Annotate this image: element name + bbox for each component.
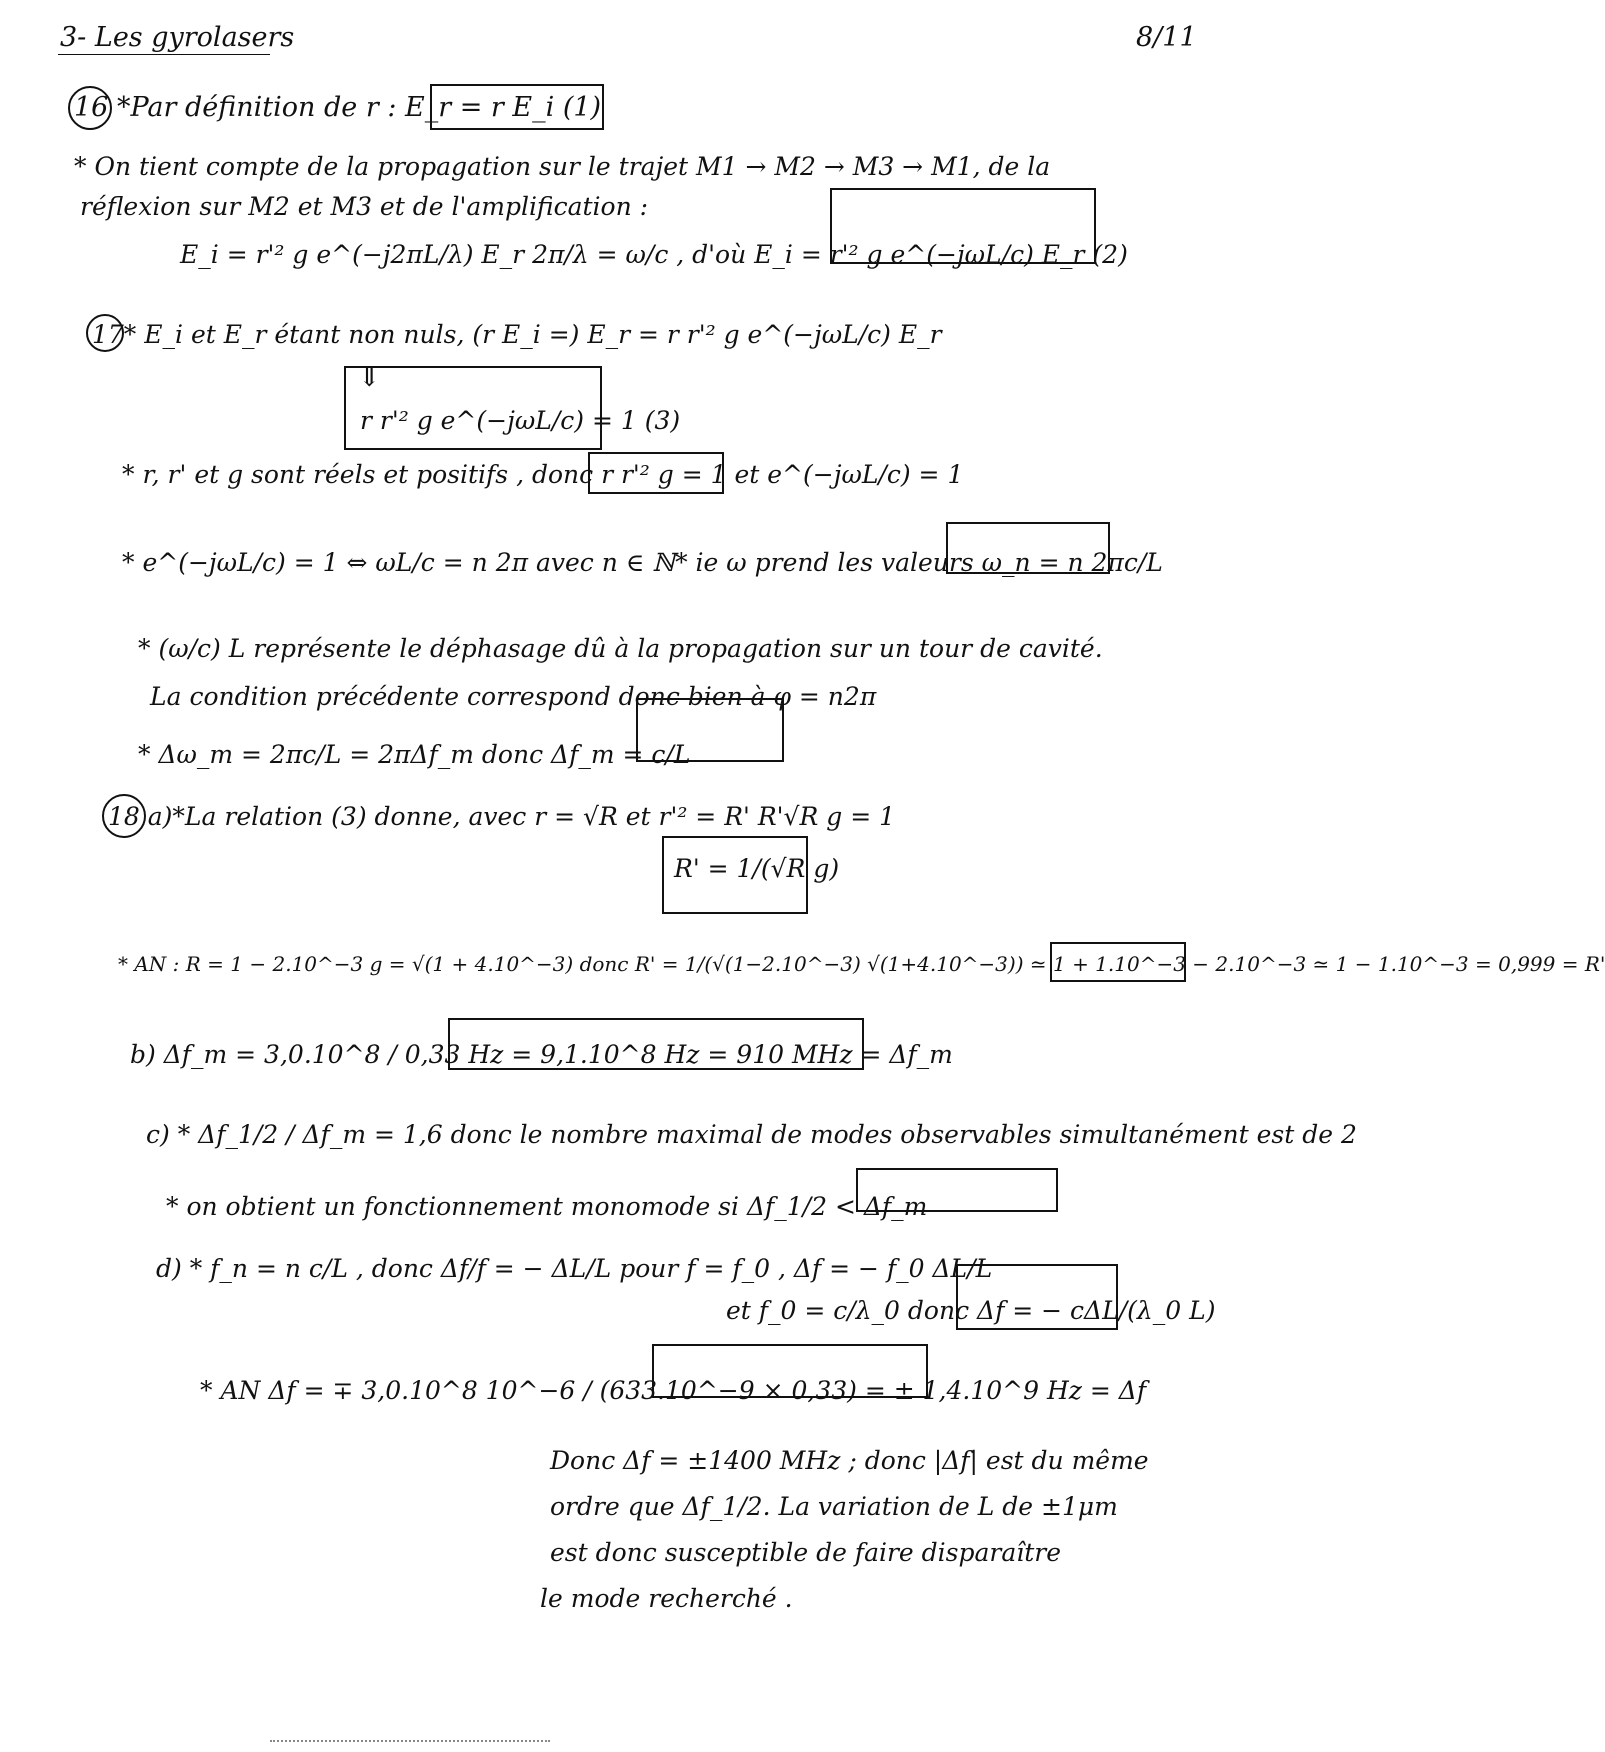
r-prime-formula: R' = 1/(√R g) <box>674 854 840 883</box>
q17-condition-line: La condition précédente correspond donc bien à φ = n2π <box>150 682 877 711</box>
equation-1-box <box>430 84 604 130</box>
conclusion-line-2: ordre que Δf_1/2. La variation de L de ±1μm <box>550 1492 1118 1521</box>
q16-reflection-line: réflexion sur M2 et M3 et de l'amplification : <box>80 192 649 221</box>
conclusion-line-3: est donc susceptible de faire disparaître <box>550 1538 1062 1567</box>
q17-dephasage-line: * (ω/c) L représente le déphasage dû à la propagation sur un tour de cavité. <box>138 634 1103 663</box>
implication-arrow: ⇓ <box>358 362 381 393</box>
q18d-numeric-line: * AN Δf = ∓ 3,0.10^8 10^−6 / (633.10^−9 × 0,33) = ± 1,4.10^9 Hz = Δf <box>200 1376 1147 1405</box>
conclusion-line-1: Donc Δf = ±1400 MHz ; donc |Δf| est du même <box>550 1446 1149 1475</box>
q16-definition-line: 16 *Par définition de r : E_r = r E_i (1) <box>74 92 602 123</box>
r-prime-box <box>662 836 808 914</box>
equation-3-line: r r'² g e^(−jωL/c) = 1 (3) <box>360 406 681 435</box>
q17-nonzero-line: 17* E_i et E_r étant non nuls, (r E_i =) E_r = r r'² g e^(−jωL/c) E_r <box>92 320 942 349</box>
conclusion-line-4: le mode recherché . <box>540 1584 793 1613</box>
equation-3-box <box>344 366 602 450</box>
r-prime-value-box <box>1050 942 1186 982</box>
omega-n-box <box>946 522 1110 574</box>
q17-delta-omega-line: * Δω_m = 2πc/L = 2πΔf_m donc Δf_m = c/L <box>138 740 691 769</box>
q16-propagation-line: * On tient compte de la propagation sur le trajet M1 → M2 → M3 → M1, de la <box>74 152 1051 181</box>
page-number: 8/11 <box>1136 22 1197 53</box>
delta-f-value-box <box>652 1344 928 1398</box>
q17-phase-condition-line: * e^(−jωL/c) = 1 ⇔ ωL/c = n 2π avec n ∈ ℕ* ie ω prend les valeurs ω_n = n 2πc/L <box>122 548 1163 577</box>
r-r2-g-box <box>588 452 724 494</box>
q18a-numeric-line: * AN : R = 1 − 2.10^−3 g = √(1 + 4.10^−3) donc R' = 1/(√(1−2.10^−3) √(1+4.10^−3)) ≃ 1 + 1.10^−3 − 2.10^−3 ≃ 1 − 1.10^−3 = 0,999 = R' <box>118 952 1605 976</box>
scan-artifact-dash <box>270 1740 550 1742</box>
delta-f-formula-box <box>956 1264 1118 1330</box>
q18c-monomode-line: * on obtient un fonctionnement monomode si Δf_1/2 < Δf_m <box>166 1192 928 1221</box>
q16-ei-expression: E_i = r'² g e^(−j2πL/λ) E_r 2π/λ = ω/c , d'où E_i = r'² g e^(−jωL/c) E_r (2) <box>180 240 1128 269</box>
q17-real-positive-line: * r, r' et g sont réels et positifs , donc r r'² g = 1 et e^(−jωL/c) = 1 <box>122 460 964 489</box>
delta-fm-box <box>636 698 784 762</box>
section-title: 3- Les gyrolasers <box>60 22 295 53</box>
q18b-delta-fm-line: b) Δf_m = 3,0.10^8 / 0,33 Hz = 9,1.10^8 Hz = 910 MHz = Δf_m <box>130 1040 953 1069</box>
delta-fm-value-box <box>448 1018 864 1070</box>
section-title-underline <box>58 54 270 55</box>
q18a-relation-line: 18 a)*La relation (3) donne, avec r = √R et r'² = R' R'√R g = 1 <box>108 802 895 831</box>
monomode-condition-box <box>856 1168 1058 1212</box>
q18c-ratio-line: c) * Δf_1/2 / Δf_m = 1,6 donc le nombre maximal de modes observables simultanément est de 2 <box>146 1120 1357 1149</box>
q18d-f0-line: et f_0 = c/λ_0 donc Δf = − cΔL/(λ_0 L) <box>726 1296 1216 1325</box>
equation-2-box <box>830 188 1096 264</box>
q18d-fn-line: d) * f_n = n c/L , donc Δf/f = − ΔL/L pour f = f_0 , Δf = − f_0 ΔL/L <box>156 1254 993 1283</box>
